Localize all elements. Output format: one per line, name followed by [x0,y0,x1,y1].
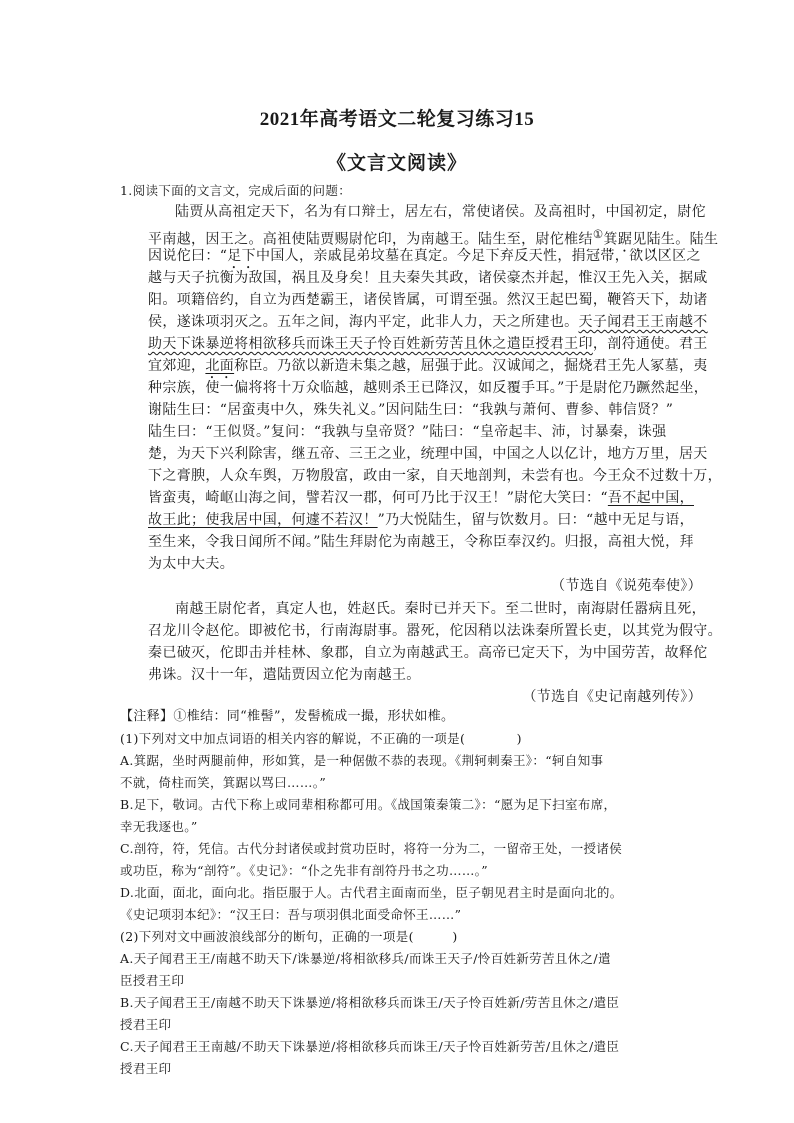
passage-line: 越与天子抗衡为敌国，祸且及身矣！且夫秦失其政，诸侯豪杰并起，惟汉王先入关，据咸 [148,270,708,286]
passage-line: 平南越，因王之。高祖使陆贾赐尉佗印，为南越王。陆生至，尉佗椎结①箕踞见陆生。陆生 [148,227,719,248]
passage-line: 陆贾从高祖定天下，名为有口辩士，居左右，常使诸侯。及高祖时，中国初定，尉佗 [175,204,706,220]
passage-line: 陆生曰：“王似贤。”复问：“我孰与皇帝贤？”陆曰：“皇帝起丰、沛，讨暴秦，诛强 [148,424,667,440]
page-title: 2021年高考语文二轮复习练习15 [259,109,535,130]
passage-line: 秦已破灭，佗即击并桂林、象郡，自立为南越武王。高帝已定天下，为中国劳苦，故释佗 [148,645,708,661]
option-c: C.剖符，符，凭信。古代分封诸侯或封赏功臣时，将符一分为二，一留帝王处，一授诸侯 [120,841,623,856]
passage-line: 因说佗曰：“足下中国人，亲戚昆弟坟墓在真定。今足下弃反天性，捐冠带，欲以区区之 [148,248,701,264]
page-subtitle: 《文言文阅读》 [326,153,467,174]
question-stem: (2)下列对文中画波浪线部分的断句，正确的一项是( ) [120,929,458,944]
underlined-text: 故王此；使我居中国，何遽不若汉！ [148,512,378,528]
passage-line: 为太中大夫。 [148,556,235,572]
wavy-underlined-text: 助天下诛暴逆将相欲移兵而诛王天子怜百姓新劳苦且休之遣臣授君王印 [148,336,593,352]
dotted-word-beimian: 北面 [205,358,235,374]
option-c: C.天子闻君王王南越/不助天下诛暴逆/将相欲移兵而诛王/天子怜百姓新劳苦/且休之/遣臣 [120,1039,620,1054]
passage-line: 谢陆生曰：“居蛮夷中久，殊失礼义。”因问陆生曰：“我孰与萧何、曹参、韩信贤？” [148,402,674,418]
option-d: D.北面，面北，面向北。指臣服于人。古代君主面南而坐，臣子朝见君主时是面向北的。 [120,885,623,900]
option-a-cont: 臣授君王印 [120,973,185,988]
dotted-word-jiju: 箕踞见陆生 [603,231,676,248]
option-b-cont: 幸无我逐也。” [120,819,198,834]
source-citation: （节选自《说苑奉使》） [551,578,702,594]
passage-line: 召龙川令赵佗。即被佗书，行南海尉事。嚣死，佗因稍以法诛秦所置长吏，以其党为假守。 [148,623,722,639]
option-c-cont: 授君王印 [120,1061,172,1076]
passage-line: 侯，遂诛项羽灭之。五年之间，海内平定，此非人力，天之所建也。天子闻君王王南越不 [148,314,708,330]
passage-line: 助天下诛暴逆将相欲移兵而诛王天子怜百姓新劳苦且休之遣臣授君王印，剖符通使。君王 [148,336,708,352]
option-a-cont: 不就，倚柱而笑，箕踞以骂曰……。” [120,775,327,790]
passage-line: 阳。项籍倍约，自立为西楚霸王，诸侯皆属，可谓至强。然汉王起巴蜀，鞭笞天下，劫诸 [148,292,708,308]
option-c-cont: 或功臣，称为“剖符”。《史记》：“仆之先非有剖符丹书之功……。” [120,863,489,878]
passage-line: 皆蛮夷，崎岖山海之间，譬若汉一郡，何可乃比于汉王！”尉佗大笑曰：“吾不起中国， [148,490,694,506]
option-d-cont: 《史记项羽本纪》：“汉王曰：吾与项羽俱北面受命怀王……” [120,907,462,922]
passage-line: 宜郊迎，北面称臣。乃欲以新造未集之越，屈强于此。汉诚闻之，掘烧君王先人冢墓，夷 [148,358,708,374]
option-b: B.天子闻君王王/南越不助天下诛暴逆/将相欲移兵而诛王/天子怜百姓新/劳苦且休之/遣臣 [120,995,620,1010]
underlined-text: 吾不起中国， [607,490,694,506]
passage-line: 下之膏腴，人众车舆，万物殷富，政由一家，自天地剖判，未尝有也。今王众不过数十万， [148,468,722,484]
option-a: A.天子闻君王王/南越不助天下/诛暴逆/将相欲移兵/而诛王天子/怜百姓新劳苦且休之/遣 [120,951,611,966]
dotted-word-zuxia: 足下 [227,248,256,264]
passage-line: 至生来，令我日闻所不闻。”陆生拜尉佗为南越王，令称臣奉汉约。归报，高祖大悦，拜 [148,534,694,550]
source-citation: （节选自《史记南越列传》） [522,689,702,705]
question-stem: (1)下列对文中加点词语的相关内容的解说，不正确的一项是( ) [120,731,522,746]
question-intro: 1.阅读下面的文言文，完成后面的问题： [120,183,352,198]
option-a: A.箕踞，坐时两腿前伸，形如箕，是一种倨傲不恭的表现。《荆轲刺秦王》：“轲自知事 [120,753,604,768]
option-b: B.足下，敬词。古代下称上或同辈相称都可用。《战国策秦策二》：“愿为足下扫室布席， [120,797,617,812]
wavy-underlined-text: 天子闻君王王南越不 [578,314,708,330]
annotation-note: 【注释】①椎结：同“椎髻”，发髻梳成一撮，形状如椎。 [120,709,455,724]
passage-line: 弗诛。汉十一年，遣陆贾因立佗为南越王。 [148,667,421,683]
passage-line: 故王此；使我居中国，何遽不若汉！”乃大悦陆生，留与饮数月。曰：“越中无足与语， [148,512,694,528]
option-b-cont: 授君王印 [120,1017,172,1032]
footnote-marker: ① [592,227,604,241]
passage-line: 南越王尉佗者，真定人也，姓赵氏。秦时已并天下。至二世时，南海尉任嚣病且死， [175,601,706,617]
passage-line: 楚，为天下兴利除害，继五帝、三王之业，统理中国，中国之人以亿计，地方万里，居天 [148,446,708,462]
passage-line: 种宗族，使一偏将将十万众临越，越则杀王已降汉，如反覆手耳。”于是尉佗乃蹶然起坐， [148,380,709,396]
